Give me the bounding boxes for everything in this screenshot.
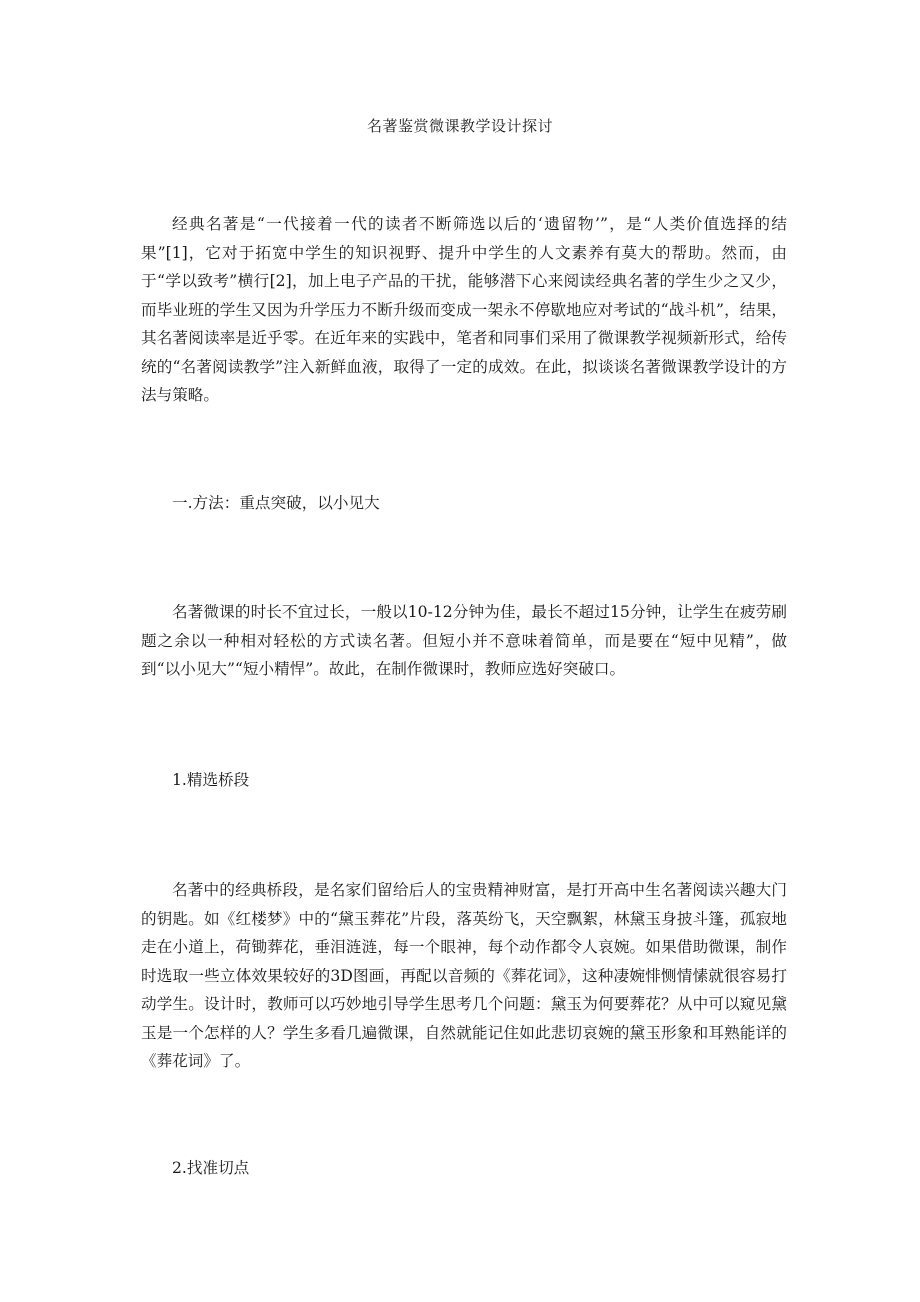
section-heading-method: 一.方法：重点突破，以小见大 (172, 494, 380, 512)
document-title: 名著鉴赏微课教学设计探讨 (366, 117, 553, 135)
subsection-1-paragraph: 名著中的经典桥段，是名家们留给后人的宝贵精神财富，是打开高中生名著阅读兴趣大门的钥匙。如《红楼梦》中的“黛玉葬花”片段，落英纷飞，天空飘絮，林黛玉身披斗篷，孤寂地走在小道上，荷锄葬花，垂泪涟涟，每一个眼神，每个动作都令人哀婉。如果借助微课，制作时选取一些立体效果较好的3D图画，再配以音频的《葬花词》，这种凄婉悱恻情愫就很容易打动学生。设计时，教师可以巧妙地引导学生思考几个问题：黛玉为何要葬花？从中可以窥见黛玉是一个怎样的人？学生多看几遍微课，自然就能记住如此悲切哀婉的黛玉形象和耳熟能详的《葬花词》了。 (141, 881, 787, 1070)
subheading-2: 2.找准切点 (172, 1159, 250, 1177)
subheading-1: 1.精选桥段 (172, 771, 250, 789)
method-paragraph: 名著微课的时长不宜过长，一般以10-12分钟为佳，最长不超过15分钟，让学生在疲劳刷题之余以一种相对轻松的方式读名著。但短小并不意味着简单，而是要在“短中见精”，做到“以小见大”“短小精悍”。故此，在制作微课时，教师应选好突破口。 (141, 603, 787, 678)
intro-paragraph: 经典名著是“一代接着一代的读者不断筛选以后的‘遗留物’”，是“人类价值选择的结果”[1]，它对于拓宽中学生的知识视野、提升中学生的人文素养有莫大的帮助。然而，由于“学以致考”横行[2]，加上电子产品的干扰，能够潜下心来阅读经典名著的学生少之又少，而毕业班的学生又因为升学压力不断升级而变成一架永不停歇地应对考试的“战斗机”，结果，其名著阅读率是近乎零。在近年来的实践中，笔者和同事们采用了微课教学视频新形式，给传统的“名著阅读教学”注入新鲜血液，取得了一定的成效。在此，拟谈谈名著微课教学设计的方法与策略。 (141, 215, 787, 404)
